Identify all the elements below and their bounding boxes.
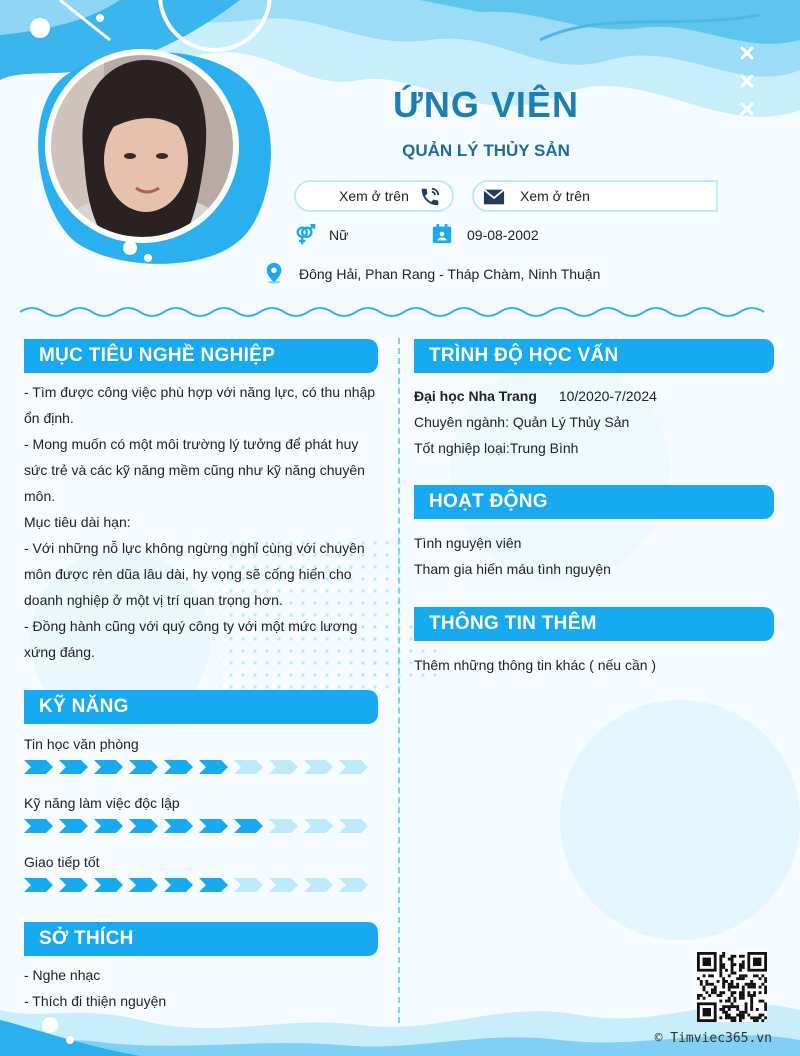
objective-line: - Với những nỗ lực không ngừng nghỉ cùng với chuyên (24, 540, 365, 556)
skill-name: Tin học văn phòng (24, 736, 139, 752)
education-heading (414, 339, 774, 373)
skill-chevron (302, 878, 337, 892)
skill-chevron (197, 760, 232, 774)
skill-chevron (162, 878, 197, 892)
qr-code (697, 952, 767, 1022)
gender-value: Nữ (329, 227, 349, 243)
skill-chevron (127, 760, 162, 774)
skill-chevron (267, 878, 302, 892)
skill-chevron (162, 819, 197, 833)
skill-chevron (197, 819, 232, 833)
hobby-item: - Nghe nhạc (24, 967, 101, 983)
skill-chevron (197, 878, 232, 892)
skill-chevron (92, 878, 127, 892)
phone-value: Xem ở trên (339, 188, 409, 204)
skill-name: Kỹ năng làm việc độc lập (24, 795, 180, 811)
objective-line: - Đồng hành cũng với quý công ty với một mức lương (24, 618, 358, 634)
hobbies-list (24, 962, 166, 1014)
objective-line: xứng đáng. (24, 644, 95, 660)
activities-heading (414, 485, 774, 519)
skill-bar (22, 878, 372, 892)
education-major: Chuyên ngành: Quản Lý Thủy Sản (414, 414, 630, 430)
birthday-value: 09-08-2002 (467, 227, 539, 243)
education-body (414, 383, 774, 461)
skill-name: Giao tiếp tốt (24, 854, 100, 870)
skill-chevron (127, 819, 162, 833)
column-divider (398, 338, 400, 1023)
education-school: Đại học Nha Trang (414, 388, 537, 404)
email-box (472, 180, 718, 212)
skill-chevron (302, 760, 337, 774)
avatar (44, 48, 240, 244)
skill-chevron (232, 760, 267, 774)
skill-chevron (232, 878, 267, 892)
gender-icon (294, 224, 316, 251)
skill-chevron (337, 878, 372, 892)
phone-box (294, 180, 454, 212)
objective-line: môn được rèn dũa lâu dài, hy vọng sẽ cống hiến cho (24, 566, 352, 582)
skill-chevron (232, 819, 267, 833)
location-pin-icon (264, 262, 284, 289)
skill-chevron (337, 760, 372, 774)
skill-chevron (267, 760, 302, 774)
hobbies-title: SỞ THÍCH (39, 928, 134, 949)
objective-line: sức trẻ và các kỹ năng mềm cũng như kỹ năng chuyên (24, 462, 365, 478)
skill-chevron (22, 878, 57, 892)
skill-chevron (267, 819, 302, 833)
skills-title: KỸ NĂNG (39, 696, 129, 717)
candidate-name: ỨNG VIÊN (393, 84, 579, 125)
skills-heading (24, 690, 378, 724)
objective-title: MỤC TIÊU NGHỀ NGHIỆP (39, 345, 276, 366)
skill-chevron (127, 878, 162, 892)
skill-chevron (22, 760, 57, 774)
candidate-role: QUẢN LÝ THỦY SẢN (402, 141, 570, 160)
skill-chevron (162, 760, 197, 774)
objective-heading (24, 339, 378, 373)
extra-info-text: Thêm những thông tin khác ( nếu cần ) (414, 657, 657, 673)
extra-info-title: THÔNG TIN THÊM (429, 613, 597, 634)
objective-line: Mục tiêu dài hạn: (24, 514, 131, 530)
activity-item: Tham gia hiến máu tình nguyện (414, 561, 611, 577)
email-icon (476, 181, 512, 213)
objective-line: - Mong muốn có một môi trường lý tưởng để phát huy (24, 436, 359, 452)
objective-line: doanh nghiệp ở một vị trí quan trọng hơn. (24, 592, 283, 608)
objective-line: ổn định. (24, 410, 74, 426)
education-period: 10/2020-7/2024 (558, 388, 657, 404)
objective-line: - Tìm được công việc phù hợp với năng lực, có thu nhập (24, 384, 376, 400)
skill-bar (22, 819, 372, 833)
skill-chevron (337, 819, 372, 833)
hobby-item: - Thích đi thiện nguyện (24, 993, 167, 1009)
activities-list (414, 530, 611, 582)
skill-chevron (92, 760, 127, 774)
skill-chevron (22, 819, 57, 833)
objective-text (24, 379, 384, 665)
skill-bar (22, 760, 372, 774)
activity-item: Tình nguyện viên (414, 535, 522, 551)
skill-chevron (57, 760, 92, 774)
email-value: Xem ở trên (520, 188, 590, 204)
skill-chevron (302, 819, 337, 833)
skill-chevron (57, 878, 92, 892)
footer-copyright: © Timviec365.vn (654, 1031, 772, 1046)
education-grade: Tốt nghiệp loại:Trung Bình (414, 440, 579, 456)
skill-chevron (92, 819, 127, 833)
calendar-icon (431, 223, 453, 250)
activities-title: HOẠT ĐỘNG (429, 491, 548, 512)
education-title: TRÌNH ĐỘ HỌC VẤN (429, 345, 619, 366)
skill-chevron (57, 819, 92, 833)
phone-icon (412, 181, 448, 213)
hobbies-heading (24, 922, 378, 956)
address-value: Đông Hải, Phan Rang - Tháp Chàm, Ninh Thuận (299, 266, 601, 282)
objective-line: môn. (24, 488, 56, 504)
extra-info-heading (414, 607, 774, 641)
